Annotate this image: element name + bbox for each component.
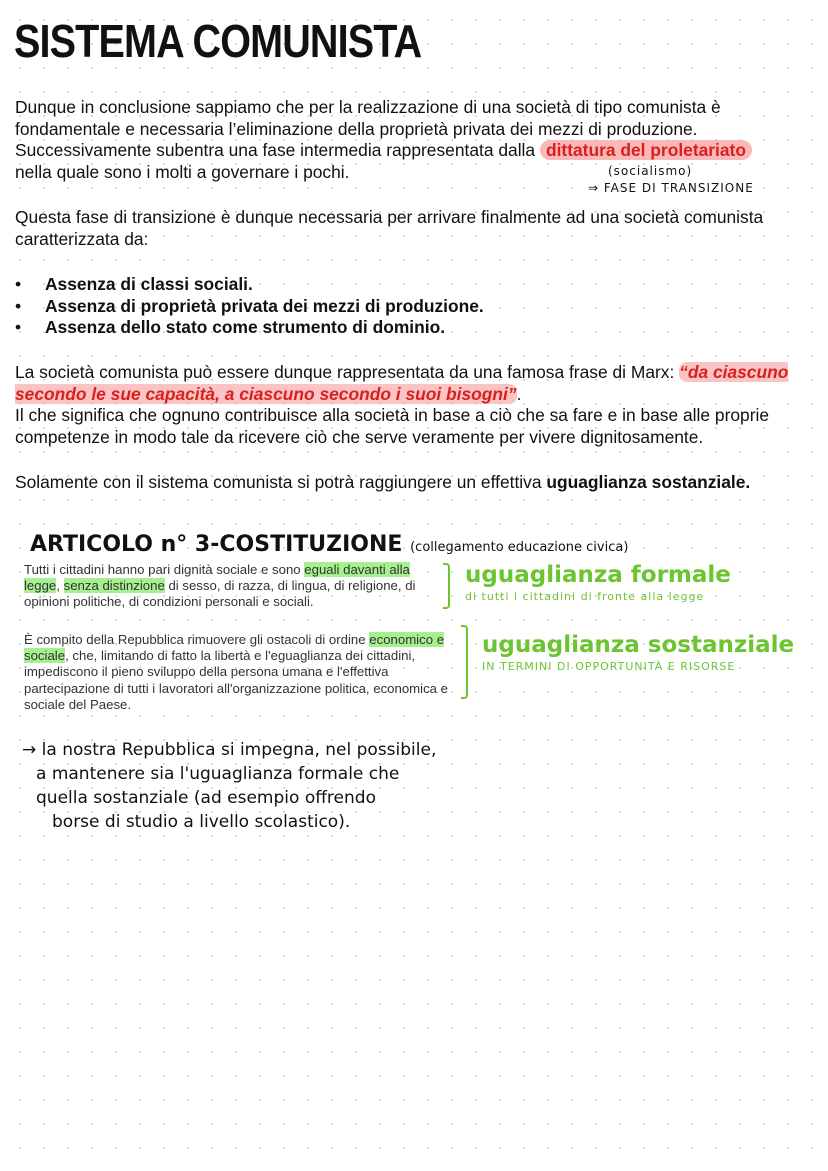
bullet-item: • Assenza di proprietà privata dei mezzi di produzione. [15,296,815,318]
sub-uguaglianza-sostanziale: IN TERMINI DI OPPORTUNITÀ E RISORSE [482,660,736,673]
text: Tutti i cittadini hanno pari dignità sociale e sono [24,562,305,577]
text-line: Dunque in conclusione sappiamo che per la realizzazione di una società di tipo comunista è [15,97,721,117]
text-line [15,140,815,162]
text: , che, limitando di fatto la libertà e l'eguaglianza dei cittadini, impediscono il pieno sviluppo della persona umana e l'effettiva partecipazione di tutti i lavoratori all'organizzazione politica, economica e sociale del Paese. [24,648,449,712]
text-line: nella quale sono i molti a governare i pochi. [15,162,350,183]
highlight-dittatura: dittatura del proletariato [540,140,752,160]
highlight: eguali davanti alla legge [24,562,410,594]
sub-uguaglianza-formale: di tutti i cittadini di fronte alla legge [465,590,705,603]
text: Solamente con il sistema comunista si potrà raggiungere un effettiva [15,472,547,492]
highlight: senza distinzione [63,578,165,594]
bold-text: uguaglianza sostanziale. [546,472,751,492]
highlight: economico e sociale [24,632,445,664]
text: La società comunista può essere dunque rappresentata da una famosa frase di Marx: [15,362,680,382]
paragraph-transition: Questa fase di transizione è dunque necessaria per arrivare finalmente ad una società comunista caratterizzata da: [15,207,764,249]
text: . [516,383,522,404]
paragraph-marx [15,362,820,449]
bullet-item: • Assenza dello stato come strumento di dominio. [15,317,815,339]
heading-note: (collegamento educazione civica) [410,540,629,555]
text: È compito della Repubblica rimuovere gli ostacoli di ordine [24,632,370,647]
handwritten-paragraph [22,738,436,834]
text: , [56,578,64,594]
heading-text: ARTICOLO n° 3-COSTITUZIONE [30,532,403,557]
article-clause-1 [24,562,439,611]
text-line: fondamentale e necessaria l’eliminazione della proprietà privata dei mezzi di produzione. [15,118,698,139]
label-uguaglianza-sostanziale: uguaglianza sostanziale [482,632,795,658]
handwritten-note-transizione: ⇒ FASE DI TRANSIZIONE [588,181,754,195]
text: Il che significa che ognuno contribuisce alla società in base a ciò che sa fare e in base alle proprie competenze in modo tale da ricevere ciò che serve veramente per vivere dignitosamente. [15,405,770,448]
paragraph-conclusion-final [15,472,815,494]
hand-line: a mantenere sia l'uguaglianza formale che [36,764,400,784]
bullet-item: • Assenza di classi sociali. [15,274,815,296]
article-clause-2 [24,632,464,713]
bracket [461,625,468,699]
bracket [443,563,450,609]
bullet-list [15,274,815,339]
paragraph-conclusion [15,97,815,184]
hand-line: borse di studio a livello scolastico). [52,812,351,832]
article-heading [30,532,628,557]
page-title: SISTEMA COMUNISTA [14,15,422,67]
marx-quote: “da ciascuno secondo le sue capacità, a ciascuno secondo i suoi bisogni” [15,362,789,404]
text: Successivamente subentra una fase intermedia rappresentata dalla [15,140,536,161]
hand-line: quella sostanziale (ad esempio offrendo [36,788,376,808]
handwritten-note-socialismo: (socialismo) [608,164,693,178]
text: di sesso, di razza, di lingua, di religione, di opinioni politiche, di condizioni personali e sociali. [24,578,416,610]
hand-line: → la nostra Repubblica si impegna, nel possibile, [22,740,437,760]
label-uguaglianza-formale: uguaglianza formale [465,562,731,588]
